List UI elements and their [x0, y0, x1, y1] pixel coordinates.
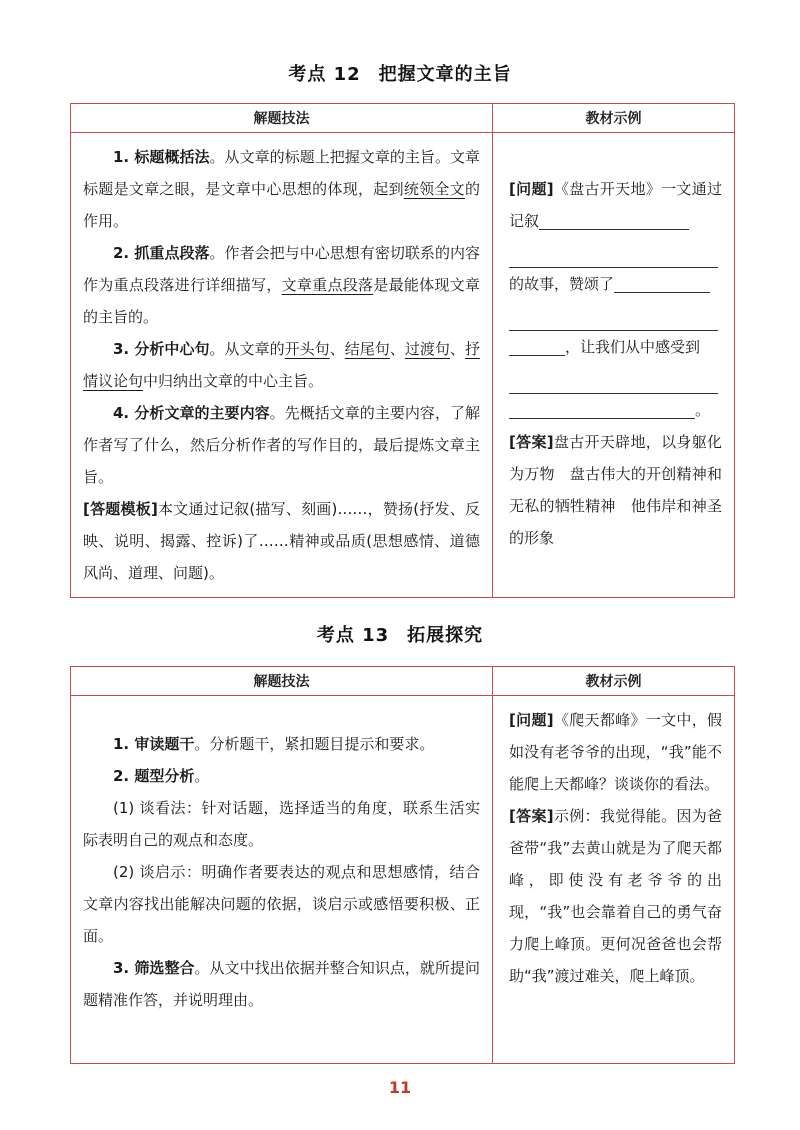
section-13-heading: 拓展探究: [407, 625, 484, 646]
section-12-heading: 把握文章的主旨: [378, 64, 512, 85]
example-cell: [493, 133, 735, 598]
methods-cell: [71, 133, 493, 598]
column-header-examples: 教材示例: [493, 667, 735, 696]
example-answer: [答案]示例：我觉得能。因为爸爸带“我”去黄山就是为了爬天都峰，即使没有老爷爷的出现，“我”也会靠着自己的勇气奋力爬上峰顶。更何况爸爸也会帮助“我”渡过难关，爬上峰顶。: [509, 807, 722, 985]
example-answer: [答案]盘古开天辟地，以身躯化为万物 盘古伟大的开创精神和无私的牺牲精神 他伟岸和神圣的形象: [509, 433, 722, 547]
method-4: 4. 分析文章的主要内容。先概括文章的主要内容，了解作者写了什么，然后分析作者的写作目的，最后提炼文章主旨。: [83, 404, 480, 486]
section-13-table: [70, 666, 735, 1064]
column-header-examples: 教材示例: [493, 104, 735, 133]
methods-cell: [71, 696, 493, 1064]
step-1: 1. 审读题干。分析题干，紧扣题目提示和要求。: [113, 735, 435, 753]
column-header-methods: 解题技法: [71, 667, 493, 696]
section-13-title: [0, 621, 800, 647]
section-12-title: [0, 60, 800, 86]
method-2: 2. 抓重点段落。作者会把与中心思想有密切联系的内容作为重点段落进行详细描写，文章重点段落是最能体现文章的主旨的。: [83, 244, 480, 326]
page-number: 11: [388, 1078, 412, 1097]
section-13-number: 考点 13: [316, 625, 390, 646]
example-question-cont: 的故事，赞颂了: [509, 268, 722, 300]
example-question-end: 。: [509, 394, 722, 426]
method-1: 1. 标题概括法。从文章的标题上把握文章的主旨。文章标题是文章之眼，是文章中心思想的体现，起到统领全文的作用。: [83, 148, 480, 230]
step-2: 2. 题型分析。: [113, 767, 210, 785]
step-3: 3. 筛选整合。从文中找出依据并整合知识点，就所提问题精准作答，并说明理由。: [83, 959, 480, 1009]
column-header-methods: 解题技法: [71, 104, 493, 133]
fill-blank-line: [509, 237, 718, 268]
example-question: [问题]《盘古开天地》一文通过记叙: [509, 180, 722, 230]
example-question-cont2: ，让我们从中感受到: [509, 331, 722, 363]
example-question: [问题]《爬天都峰》一文中，假如没有老爷爷的出现，“我”能不能爬上天都峰？谈谈你的看法。: [509, 711, 722, 793]
step-2-2: (2) 谈启示：明确作者要表达的观点和思想感情，结合文章内容找出能解决问题的依据，谈启示或感悟要积极、正面。: [83, 863, 480, 945]
step-2-1: (1) 谈看法：针对话题，选择适当的角度，联系生活实际表明自己的观点和态度。: [83, 799, 480, 849]
fill-blank-line: [509, 363, 718, 394]
section-12-number: 考点 12: [288, 64, 361, 85]
answer-template: [答题模板]本文通过记叙(描写、刻画)……，赞扬(抒发、反映、说明、揭露、控诉)了……精神或品质(思想感情、道德风尚、道理、问题)。: [83, 500, 480, 582]
fill-blank-line: [509, 300, 718, 331]
example-cell: [493, 696, 735, 1064]
section-12-table: [70, 103, 735, 598]
method-3: 3. 分析中心句。从文章的开头句、结尾句、过渡句、抒情议论句中归纳出文章的中心主旨。: [83, 340, 480, 390]
